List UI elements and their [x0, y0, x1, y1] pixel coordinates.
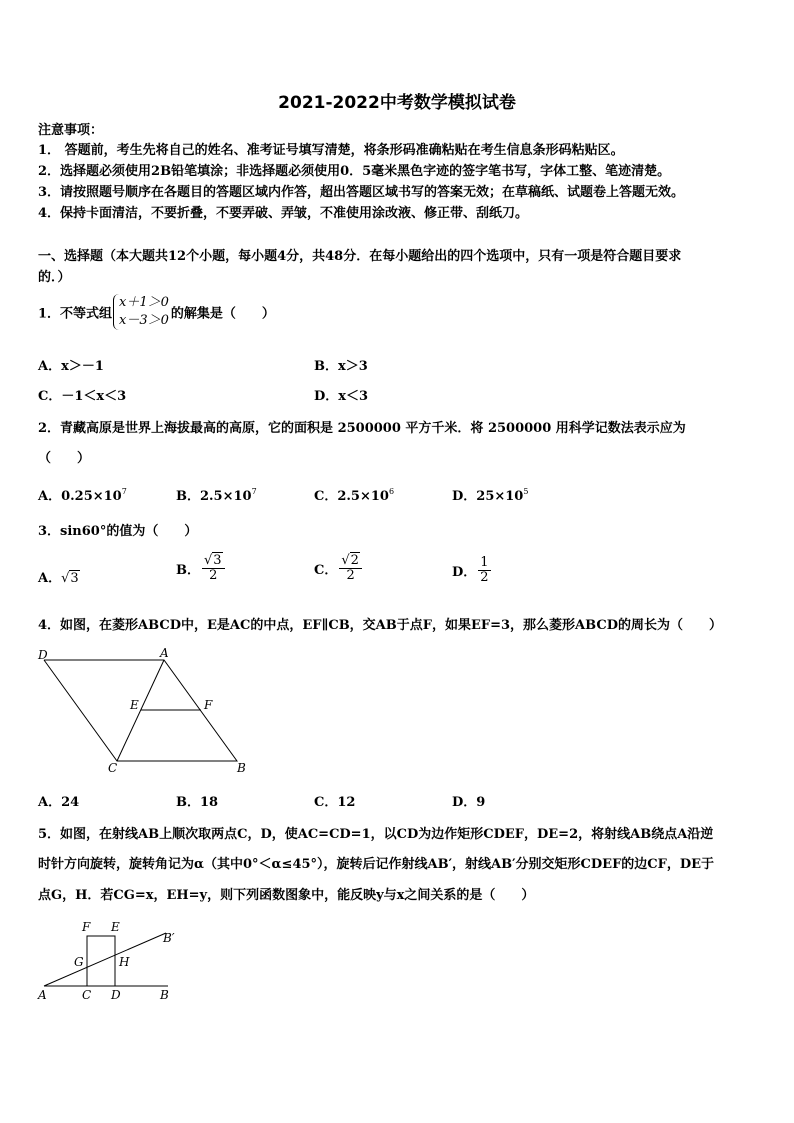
- numerator: [339, 554, 362, 569]
- question-1-prefix: 1．不等式组: [38, 306, 113, 322]
- option-c: [314, 485, 394, 504]
- note-item: 2．选择题必须使用2B铅笔填涂；非选择题必须使用0．5毫米黑色字迹的签字笔书写，字体工整、笔迹清楚。: [38, 164, 671, 179]
- label-d: D: [111, 988, 121, 1002]
- option-d: D．x＜3: [314, 389, 369, 404]
- question-5-stem-line1: 5．如图，在射线AB上顺次取两点C，D，使AC=CD=1，以CD为边作矩形CDEF，DE=2，将射线AB绕点A沿逆: [38, 827, 714, 842]
- question-5-stem-line2: 时针方向旋转，旋转角记为α（其中0°＜α≤45°），旋转后记作射线AB′，射线AB′分别交矩形CDEF的边CF，DE于: [38, 857, 715, 872]
- sqrt-sign: √: [61, 571, 70, 586]
- label-a: A: [160, 646, 169, 660]
- fraction: [478, 556, 490, 585]
- option-b-label: B．: [176, 563, 200, 578]
- option-d-text: D．25×10: [452, 489, 524, 504]
- radicand: 3: [213, 553, 222, 568]
- option-c: [314, 554, 364, 583]
- option-b-text: B．2.5×10: [176, 489, 252, 504]
- question-5-stem-line3: 点G，H．若CG=x，EH=y，则下列函数图象中，能反映y与x之间关系的是（ ）: [38, 888, 535, 903]
- option-b: [176, 554, 227, 583]
- option-b: [176, 485, 257, 504]
- label-e: E: [130, 698, 139, 712]
- option-d-label: D．: [452, 565, 477, 580]
- label-b-prime: B′: [163, 931, 175, 945]
- option-a-text: A．0.25×10: [38, 489, 122, 504]
- option-b-exponent: 7: [251, 487, 257, 496]
- note-item: 3．请按照题号顺序在各题目的答题区域内作答，超出答题区域书写的答案无效；在草稿纸、试题卷上答题无效。: [38, 185, 685, 200]
- label-d: D: [38, 648, 48, 662]
- label-a: A: [38, 988, 47, 1002]
- ray-ab-prime: [44, 933, 166, 986]
- label-f: F: [82, 920, 91, 934]
- option-d: D．9: [452, 795, 486, 810]
- rhombus-figure: [30, 643, 260, 775]
- option-c: C．－1＜x＜3: [38, 389, 127, 404]
- label-b: B: [160, 988, 169, 1002]
- label-h: H: [119, 955, 130, 969]
- option-c-exponent: 6: [388, 487, 395, 496]
- option-d: [452, 556, 493, 585]
- inequality-1: x＋1＞0: [119, 295, 169, 310]
- denominator: 2: [480, 570, 489, 585]
- option-a: A．x＞－1: [38, 359, 104, 374]
- label-b: B: [237, 761, 246, 775]
- label-g: G: [74, 955, 84, 969]
- option-b: B．18: [176, 795, 219, 810]
- inequality-system: [113, 294, 169, 330]
- note-item: 1． 答题前，考生先将自己的姓名、准考证号填写清楚，将条形码准确粘贴在考生信息条形码粘贴区。: [38, 143, 624, 158]
- option-a-label: A．: [38, 571, 62, 586]
- question-1-stem: [38, 294, 275, 330]
- option-c-text: C．2.5×10: [314, 489, 389, 504]
- radicand: 2: [350, 553, 359, 568]
- option-d: [452, 485, 528, 504]
- numerator: 1: [480, 555, 489, 570]
- option-c: C．12: [314, 795, 356, 810]
- sqrt-sign: √: [204, 553, 213, 568]
- option-a: [38, 485, 127, 504]
- option-a: [38, 567, 80, 586]
- fraction: [202, 554, 225, 583]
- label-f: F: [204, 698, 213, 712]
- fraction: [339, 554, 362, 583]
- note-item: 4．保持卡面清洁，不要折叠，不要弄破、弄皱，不准使用涂改液、修正带、刮纸刀。: [38, 206, 529, 221]
- radicand: 3: [70, 571, 79, 586]
- question-4-stem: 4．如图，在菱形ABCD中，E是AC的中点，EF∥CB，交AB于点F，如果EF=3，那么菱形ABCD的周长为（ ）: [38, 618, 722, 633]
- sqrt-sign: √: [341, 553, 350, 568]
- label-c: C: [82, 988, 92, 1002]
- section-heading-line1: 一、选择题（本大题共12个小题，每小题4分，共48分．在每小题给出的四个选项中，只有一项是符合题目要求: [38, 249, 682, 264]
- option-b: B．x＞3: [314, 359, 368, 374]
- question-3-stem: 3．sin60°的值为（ ）: [38, 524, 198, 539]
- page-title: 2021-2022中考数学模拟试卷: [278, 93, 516, 113]
- option-c-label: C．: [314, 563, 338, 578]
- inequality-2: x－3＞0: [119, 313, 169, 328]
- denominator: 2: [209, 568, 218, 583]
- question-1-suffix: 的解集是（ ）: [170, 306, 275, 322]
- label-e: E: [111, 920, 120, 934]
- option-a: A．24: [38, 795, 80, 810]
- numerator: [202, 554, 225, 569]
- rectangle-ray-figure: [30, 915, 190, 1005]
- question-2-stem-line2: （ ）: [38, 451, 91, 466]
- label-c: C: [108, 761, 118, 775]
- section-heading-line2: 的．）: [38, 270, 71, 285]
- option-a-exponent: 7: [121, 487, 127, 496]
- option-d-exponent: 5: [523, 487, 529, 496]
- denominator: 2: [346, 568, 355, 583]
- notes-heading: 注意事项：: [38, 123, 104, 138]
- question-2-stem-line1: 2．青藏高原是世界上海拔最高的高原，它的面积是 2500000 平方千米．将 2500000 用科学记数法表示应为: [38, 421, 686, 436]
